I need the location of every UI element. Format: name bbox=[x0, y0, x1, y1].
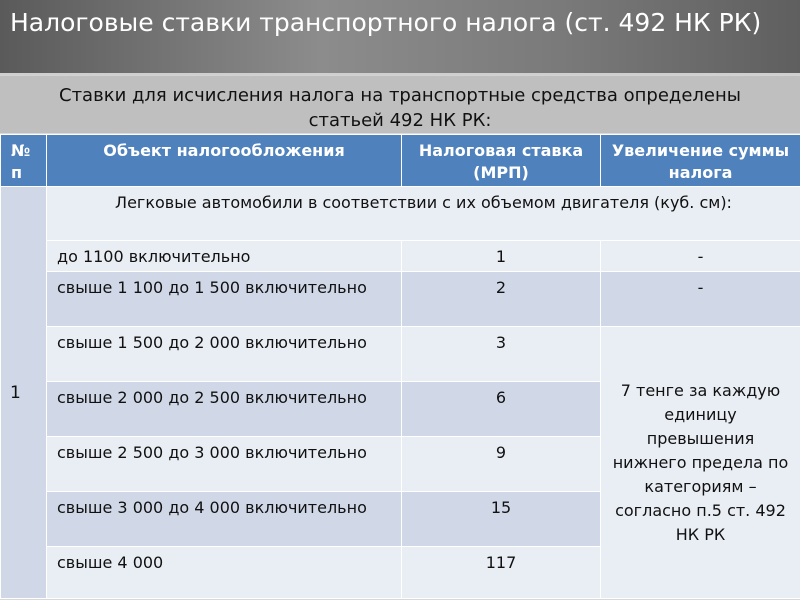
rate-cell: 15 bbox=[402, 492, 601, 547]
header-number: № п bbox=[1, 135, 47, 187]
object-cell: до 1100 включительно bbox=[47, 241, 402, 272]
rate-cell: 2 bbox=[402, 272, 601, 327]
subtitle-text: Ставки для исчисления налога на транспортные средства определены статьей 492 НК РК: bbox=[59, 85, 741, 131]
subtitle-bar bbox=[0, 76, 800, 133]
title-bar bbox=[0, 0, 800, 75]
rate-cell: 117 bbox=[402, 547, 601, 599]
rate-cell: 6 bbox=[402, 382, 601, 437]
header-object: Объект налогообложения bbox=[47, 135, 402, 187]
object-cell: свыше 1 500 до 2 000 включительно bbox=[47, 327, 402, 382]
group-number: 1 bbox=[1, 187, 47, 599]
header-increase: Увеличение суммы налога bbox=[601, 135, 800, 187]
tax-rates-table bbox=[0, 134, 800, 599]
table-row bbox=[1, 327, 800, 382]
object-cell: свыше 3 000 до 4 000 включительно bbox=[47, 492, 402, 547]
increase-cell: - bbox=[601, 241, 800, 272]
increase-cell: - bbox=[601, 272, 800, 327]
table-row-group bbox=[1, 187, 800, 241]
page-title: Налоговые ставки транспортного налога (ст. 492 НК РК) bbox=[10, 8, 762, 37]
table-row bbox=[1, 272, 800, 327]
table-header-row bbox=[1, 135, 800, 187]
object-cell: свыше 1 100 до 1 500 включительно bbox=[47, 272, 402, 327]
object-cell: свыше 2 500 до 3 000 включительно bbox=[47, 437, 402, 492]
rate-cell: 1 bbox=[402, 241, 601, 272]
rate-cell: 9 bbox=[402, 437, 601, 492]
increase-note: 7 тенге за каждую единицу превышения нижнего предела по категориям – согласно п.5 ст. 492 НК РК bbox=[601, 327, 800, 599]
object-cell: свыше 4 000 bbox=[47, 547, 402, 599]
object-cell: свыше 2 000 до 2 500 включительно bbox=[47, 382, 402, 437]
table-row bbox=[1, 241, 800, 272]
group-title: Легковые автомобили в соответствии с их объемом двигателя (куб. см): bbox=[47, 187, 800, 241]
header-rate: Налоговая ставка (МРП) bbox=[402, 135, 601, 187]
rate-cell: 3 bbox=[402, 327, 601, 382]
